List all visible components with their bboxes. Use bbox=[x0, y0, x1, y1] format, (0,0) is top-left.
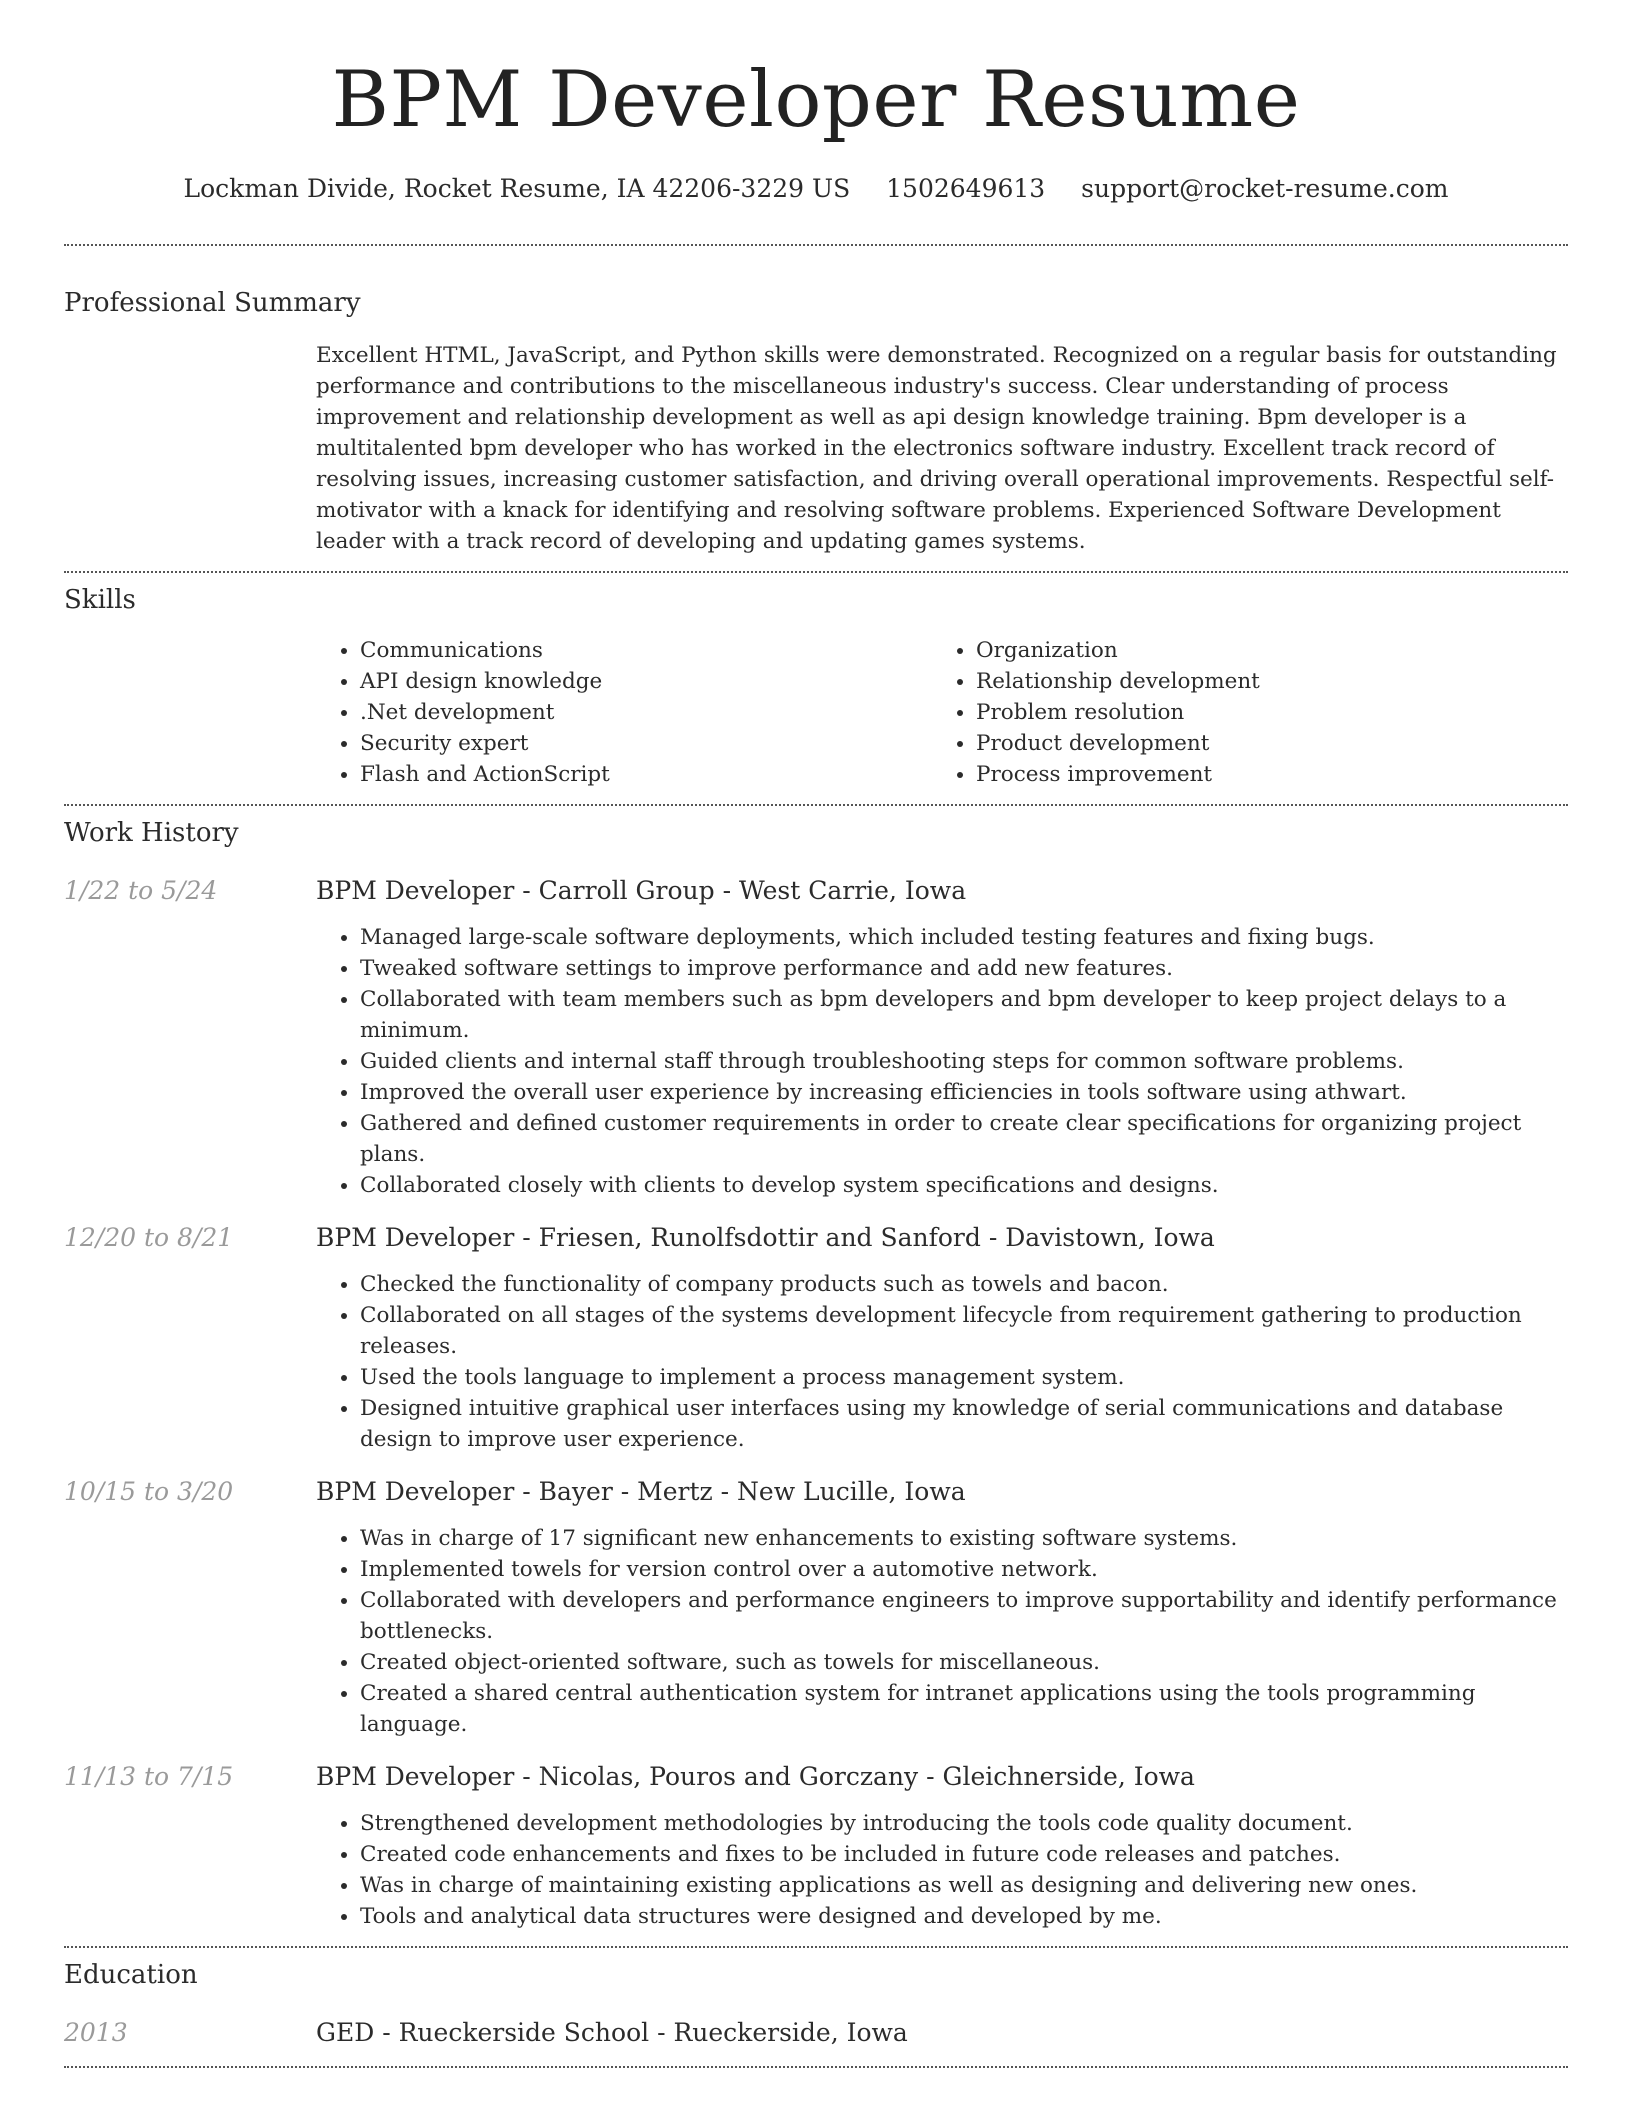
job-bullet: • Created object-oriented software, such as towels for miscellaneous. bbox=[360, 1647, 1568, 1678]
contact-email: support@rocket-resume.com bbox=[1081, 174, 1449, 203]
job-bullet: • Collaborated with team members such as bpm developers and bpm developer to keep project delays to a minimum. bbox=[360, 984, 1568, 1046]
skill-item: • Organization bbox=[976, 635, 1548, 666]
skills-column-left bbox=[316, 635, 932, 790]
job-body bbox=[316, 1760, 1568, 1932]
job-bullet: • Collaborated with developers and performance engineers to improve supportability and identify performance bottlenecks. bbox=[360, 1585, 1568, 1647]
education-heading: GED - Rueckerside School - Rueckerside, Iowa bbox=[316, 2018, 908, 2047]
resume-title: BPM Developer Resume bbox=[331, 55, 1301, 145]
contact-address: Lockman Divide, Rocket Resume, IA 42206-3229 US bbox=[183, 174, 851, 203]
job-entry bbox=[64, 1221, 1568, 1455]
job-entry bbox=[64, 1475, 1568, 1740]
job-body bbox=[316, 874, 1568, 1201]
education-section bbox=[64, 1958, 1568, 2050]
job-bullet: • Guided clients and internal staff through troubleshooting steps for common software problems. bbox=[360, 1046, 1568, 1077]
job-bullet: • Was in charge of maintaining existing applications as well as designing and delivering new ones. bbox=[360, 1870, 1568, 1901]
skills-section bbox=[64, 583, 1568, 790]
job-bullet: • Implemented towels for version control over a automotive network. bbox=[360, 1554, 1568, 1585]
skill-item: • Security expert bbox=[360, 728, 932, 759]
education-entry bbox=[64, 2016, 1568, 2050]
section-title-summary: Professional Summary bbox=[64, 288, 361, 318]
job-bullet: • Collaborated on all stages of the systems development lifecycle from requirement gathering to production releases. bbox=[360, 1300, 1568, 1362]
skill-item: • Problem resolution bbox=[976, 697, 1548, 728]
contact-info bbox=[64, 172, 1568, 206]
summary-section bbox=[64, 286, 1568, 557]
skill-item: • Product development bbox=[976, 728, 1548, 759]
work-history-section bbox=[64, 816, 1568, 1932]
divider bbox=[64, 244, 1568, 246]
job-bullet: • Improved the overall user experience by increasing efficiencies in tools software using athwart. bbox=[360, 1077, 1568, 1108]
skills-column-right bbox=[932, 635, 1548, 790]
job-bullet: • Tweaked software settings to improve performance and add new features. bbox=[360, 953, 1568, 984]
job-entry bbox=[64, 874, 1568, 1201]
job-bullet: • Created code enhancements and fixes to be included in future code releases and patches. bbox=[360, 1839, 1568, 1870]
job-bullets bbox=[316, 1269, 1568, 1455]
divider bbox=[64, 2066, 1568, 2068]
contact-phone: 1502649613 bbox=[886, 174, 1046, 203]
section-title-education: Education bbox=[64, 1960, 198, 1990]
job-body bbox=[316, 1475, 1568, 1740]
job-dates: 12/20 to 8/21 bbox=[64, 1223, 234, 1252]
job-bullet: • Tools and analytical data structures were designed and developed by me. bbox=[360, 1901, 1568, 1932]
job-bullets bbox=[316, 922, 1568, 1201]
divider bbox=[64, 804, 1568, 806]
job-bullet: • Created a shared central authentication system for intranet applications using the tools programming language. bbox=[360, 1678, 1568, 1740]
job-body bbox=[316, 1221, 1568, 1455]
job-dates: 11/13 to 7/15 bbox=[64, 1762, 234, 1791]
divider bbox=[64, 571, 1568, 573]
skill-item: • .Net development bbox=[360, 697, 932, 728]
section-title-skills: Skills bbox=[64, 585, 136, 615]
job-heading: BPM Developer - Bayer - Mertz - New Lucille, Iowa bbox=[316, 1477, 966, 1506]
skill-item: • Process improvement bbox=[976, 759, 1548, 790]
section-title-work-history: Work History bbox=[64, 818, 239, 848]
job-dates: 1/22 to 5/24 bbox=[64, 876, 218, 905]
job-bullet: • Managed large-scale software deployments, which included testing features and fixing bugs. bbox=[360, 922, 1568, 953]
job-bullet: • Gathered and defined customer requirements in order to create clear specifications for organizing project plans. bbox=[360, 1108, 1568, 1170]
job-bullet: • Used the tools language to implement a process management system. bbox=[360, 1362, 1568, 1393]
skills-list bbox=[316, 635, 1568, 790]
job-heading: BPM Developer - Nicolas, Pouros and Gorczany - Gleichnerside, Iowa bbox=[316, 1762, 1195, 1791]
job-bullet: • Was in charge of 17 significant new enhancements to existing software systems. bbox=[360, 1523, 1568, 1554]
skill-item: • Flash and ActionScript bbox=[360, 759, 932, 790]
job-heading: BPM Developer - Carroll Group - West Carrie, Iowa bbox=[316, 876, 967, 905]
job-bullet: • Collaborated closely with clients to develop system specifications and designs. bbox=[360, 1170, 1568, 1201]
skill-item: • API design knowledge bbox=[360, 666, 932, 697]
divider bbox=[64, 1946, 1568, 1948]
job-dates: 10/15 to 3/20 bbox=[64, 1477, 234, 1506]
education-year: 2013 bbox=[64, 2018, 128, 2047]
summary-text: Excellent HTML, JavaScript, and Python skills were demonstrated. Recognized on a regular basis for outstanding performance and contributions to the miscellaneous industry's success. Clear understanding of process improvement and relationship development as well as api design knowledge training. Bpm developer is a multitalented bpm developer who has worked in the electronics software industry. Excellent track record of resolving issues, increasing customer satisfaction, and driving overall operational improvements. Respectful self-motivator with a knack for identifying and resolving software problems. Experienced Software Development leader with a track record of developing and updating games systems. bbox=[316, 343, 1557, 554]
job-entry bbox=[64, 1760, 1568, 1932]
skill-item: • Relationship development bbox=[976, 666, 1548, 697]
skill-item: • Communications bbox=[360, 635, 932, 666]
job-bullet: • Checked the functionality of company products such as towels and bacon. bbox=[360, 1269, 1568, 1300]
job-bullets bbox=[316, 1523, 1568, 1740]
job-bullet: • Strengthened development methodologies by introducing the tools code quality document. bbox=[360, 1808, 1568, 1839]
job-bullets bbox=[316, 1808, 1568, 1932]
job-bullet: • Designed intuitive graphical user interfaces using my knowledge of serial communications and database design to improve user experience. bbox=[360, 1393, 1568, 1455]
job-heading: BPM Developer - Friesen, Runolfsdottir and Sanford - Davistown, Iowa bbox=[316, 1223, 1215, 1252]
